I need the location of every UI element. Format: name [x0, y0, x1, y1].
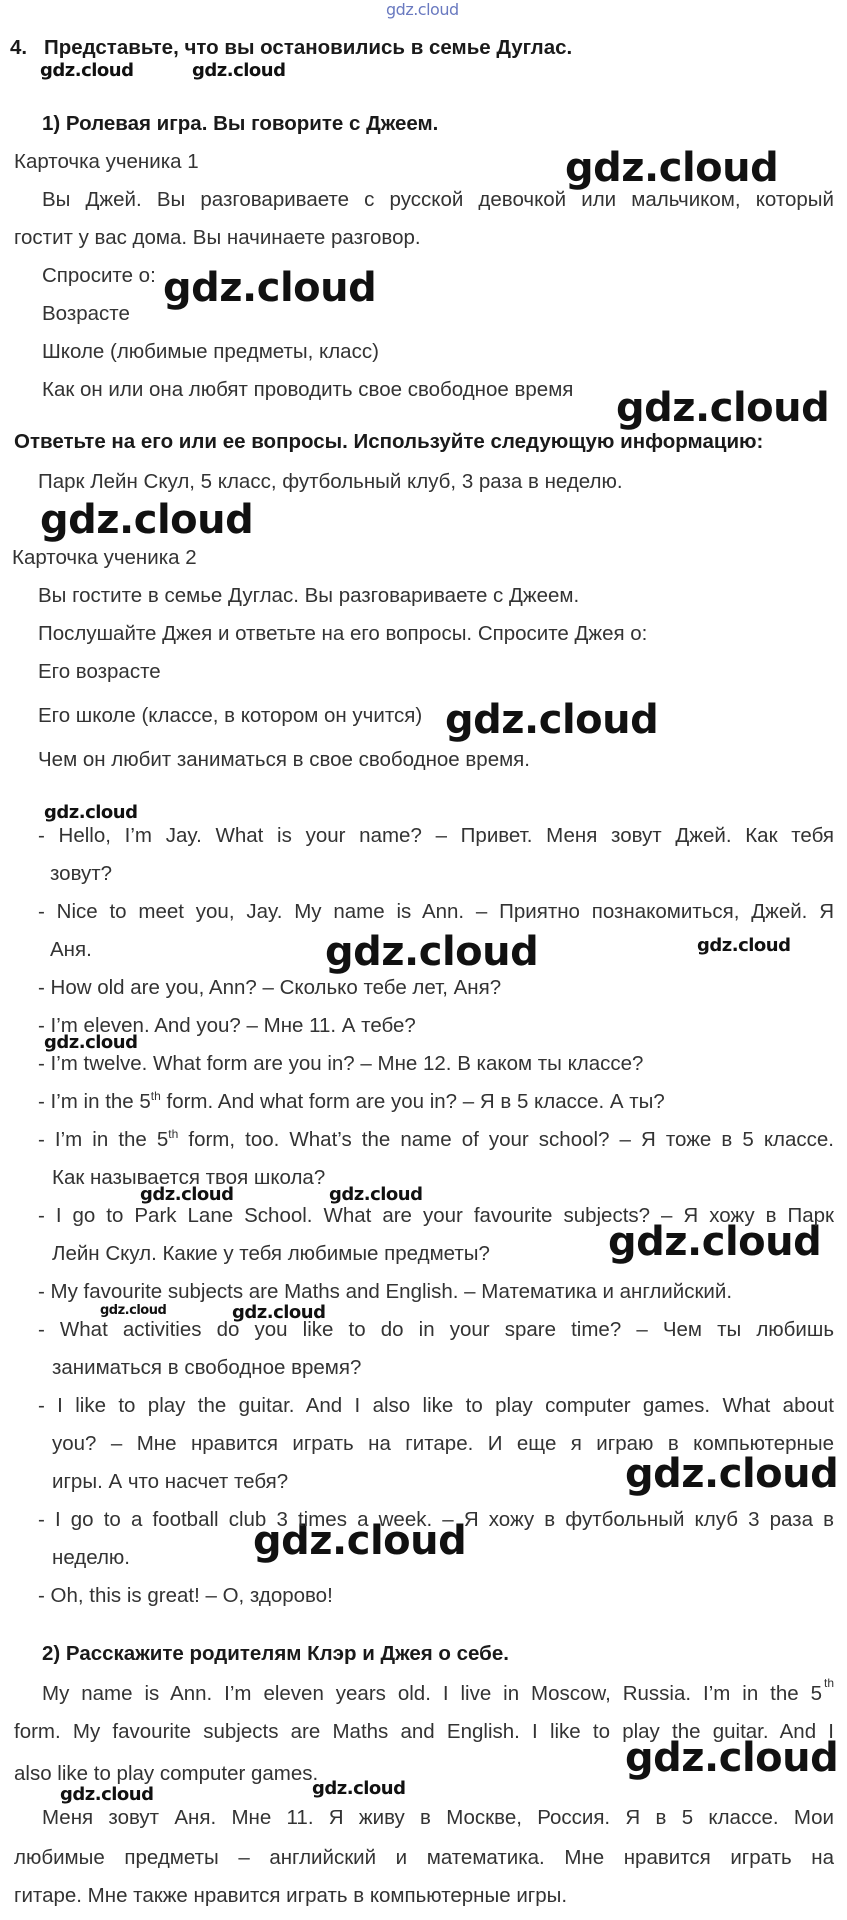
watermark: gdz.cloud	[163, 265, 377, 311]
dialogue-line: - I’m eleven. And you? – Мне 11. А тебе?	[38, 1014, 416, 1037]
dialogue-line: - I like to play the guitar. And I also like to play computer games. What about	[38, 1394, 834, 1417]
card2-line2: Послушайте Джея и ответьте на его вопросы. Спросите Джея о:	[38, 622, 648, 645]
watermark: gdz.cloud	[232, 1302, 326, 1323]
dialogue-line: неделю.	[52, 1546, 130, 1569]
watermark: gdz.cloud	[616, 385, 830, 431]
dialogue-line: - What activities do you like to do in your spare time? – Чем ты любишь	[38, 1318, 834, 1341]
watermark: gdz.cloud	[565, 145, 779, 191]
dialogue-line: you? – Мне нравится играть на гитаре. И еще я играю в компьютерные	[52, 1432, 834, 1455]
watermark: gdz.cloud	[40, 60, 134, 81]
dialogue-line: - How old are you, Ann? – Сколько тебе лет, Аня?	[38, 976, 502, 999]
dialogue-line: - Nice to meet you, Jay. My name is Ann. – Приятно познакомиться, Джей. Я	[38, 900, 834, 923]
card1-item3: Как он или она любят проводить свое свободное время	[42, 378, 574, 401]
dialogue-line: игры. А что насчет тебя?	[52, 1470, 289, 1493]
part2-en-line2: form. My favourite subjects are Maths and English. I like to play the guitar. And I	[14, 1720, 834, 1743]
dialogue-line: - I’m in the 5th form. And what form are you in? – Я в 5 классе. А ты?	[38, 1089, 665, 1113]
card1-answer-info: Парк Лейн Скул, 5 класс, футбольный клуб, 3 раза в неделю.	[38, 470, 623, 493]
watermark: gdz.cloud	[445, 697, 659, 743]
watermark-top: gdz.cloud	[386, 0, 459, 19]
watermark: gdz.cloud	[192, 60, 286, 81]
watermark: gdz.cloud	[40, 497, 254, 543]
task-number: 4.	[10, 36, 28, 59]
card2-label: Карточка ученика 2	[12, 546, 197, 569]
watermark: gdz.cloud	[608, 1219, 822, 1265]
part2-th-sup: th	[824, 1676, 835, 1690]
watermark: gdz.cloud	[44, 1032, 138, 1053]
card1-label: Карточка ученика 1	[14, 150, 199, 173]
part2-en-line1: My name is Ann. I’m eleven years old. I live in Moscow, Russia. I’m in the 5	[42, 1682, 822, 1705]
part1-heading: 1) Ролевая игра. Вы говорите с Джеем.	[42, 112, 439, 135]
dialogue-line: зовут?	[50, 862, 113, 885]
watermark: gdz.cloud	[60, 1784, 154, 1805]
card1-ask-about: Спросите о:	[42, 264, 156, 287]
dialogue-line: - My favourite subjects are Maths and English. – Математика и английский.	[38, 1280, 733, 1303]
card2-item2: Его школе (классе, в котором он учится)	[38, 704, 423, 727]
dialogue-line: Лейн Скул. Какие у тебя любимые предметы?	[52, 1242, 490, 1265]
watermark: gdz.cloud	[312, 1778, 406, 1799]
watermark: gdz.cloud	[253, 1518, 467, 1564]
part2-ru-line3: гитаре. Мне также нравится играть в компьютерные игры.	[14, 1884, 568, 1907]
part2-en-line3: also like to play computer games.	[14, 1762, 319, 1785]
card1-item1: Возрасте	[42, 302, 130, 325]
watermark: gdz.cloud	[44, 802, 138, 823]
watermark: gdz.cloud	[325, 929, 539, 975]
card2-item3: Чем он любит заниматься в свое свободное время.	[38, 748, 530, 771]
watermark: gdz.cloud	[625, 1451, 839, 1497]
dialogue-line: Аня.	[50, 938, 92, 961]
card2-line1: Вы гостите в семье Дуглас. Вы разговариваете с Джеем.	[38, 584, 580, 607]
part2-ru-line2: любимые предметы – английский и математика. Мне нравится играть на	[14, 1846, 834, 1869]
watermark: gdz.cloud	[100, 1303, 167, 1318]
watermark: gdz.cloud	[140, 1184, 234, 1205]
task-title: Представьте, что вы остановились в семье Дуглас.	[44, 36, 573, 59]
part2-ru-line1: Меня зовут Аня. Мне 11. Я живу в Москве, Россия. Я в 5 классе. Мои	[42, 1806, 834, 1829]
card1-item2: Школе (любимые предметы, класс)	[42, 340, 379, 363]
dialogue-line: - Hello, I’m Jay. What is your name? – Привет. Меня зовут Джей. Как тебя	[38, 824, 834, 847]
dialogue-line: - I go to Park Lane School. What are your favourite subjects? – Я хожу в Парк	[38, 1204, 834, 1227]
dialogue-line: - I go to a football club 3 times a week. – Я хожу в футбольный клуб 3 раза в	[38, 1508, 834, 1531]
watermark: gdz.cloud	[625, 1735, 839, 1781]
card2-item1: Его возрасте	[38, 660, 161, 683]
dialogue-line: - Oh, this is great! – О, здорово!	[38, 1584, 333, 1607]
card1-intro-line1: Вы Джей. Вы разговариваете с русской девочкой или мальчиком, который	[42, 188, 834, 211]
card1-answer-heading: Ответьте на его или ее вопросы. Используйте следующую информацию:	[14, 430, 764, 453]
watermark: gdz.cloud	[329, 1184, 423, 1205]
dialogue-line: - I’m twelve. What form are you in? – Мне 12. В каком ты классе?	[38, 1052, 644, 1075]
watermark: gdz.cloud	[697, 935, 791, 956]
dialogue-line: заниматься в свободное время?	[52, 1356, 362, 1379]
dialogue-line: - I’m in the 5th form, too. What’s the name of your school? – Я тоже в 5 классе.	[38, 1127, 834, 1151]
dialogue-line: Как называется твоя школа?	[52, 1166, 326, 1189]
part2-heading: 2) Расскажите родителям Клэр и Джея о себе.	[42, 1642, 509, 1665]
card1-intro-line2: гостит у вас дома. Вы начинаете разговор.	[14, 226, 421, 249]
